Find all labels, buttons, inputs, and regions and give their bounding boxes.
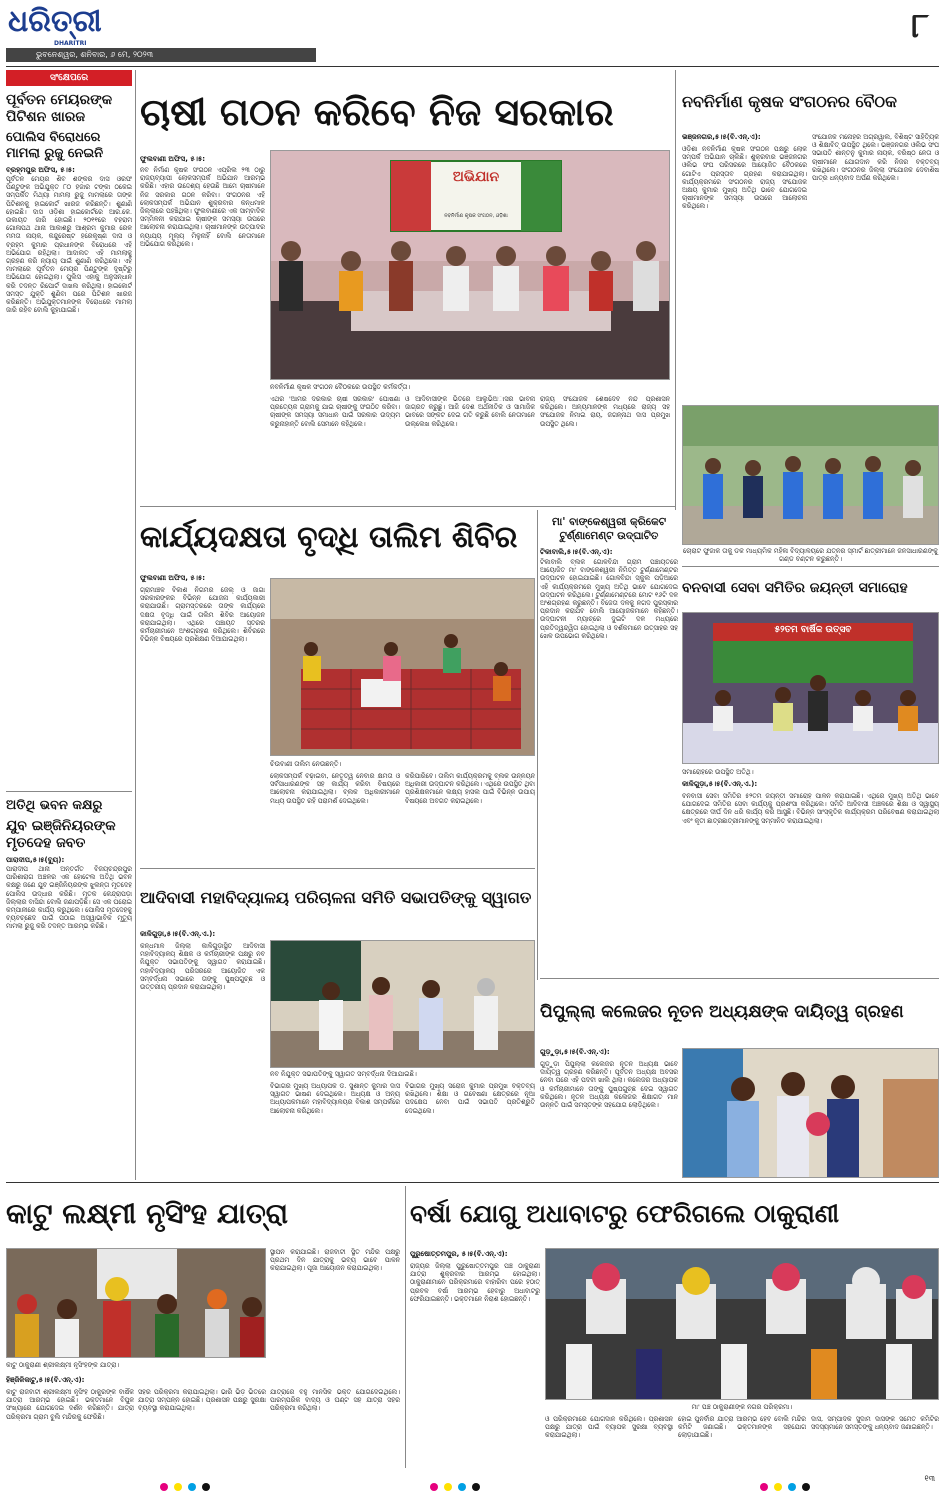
training-dateline: ଫୁଲବାଣୀ ଅଫିସ, ୫।୫: (140, 574, 206, 582)
vanavasi-photo (682, 612, 939, 764)
adivasi-dateline: କାଳିଗୁଡ଼ା,୫।୫(ବି.ଏନ୍.ଏ.): (140, 930, 216, 938)
bottom-left-photo-caption: କାଟୁ ଠାକୁରାଣୀ ଶ୍ରୀଲକ୍ଷ୍ମୀ ନୃସିଂହଙ୍କ ଯାତ୍ରା। (6, 1361, 120, 1369)
training-body2: ଲୋକସମ୍ପର୍କ ବଢ଼ାଇବା, ନେତୃତ୍ୱ ନେବାର କ୍ଷମତା ଓ ସର୍ବସାଧାରଣଙ୍କ ସହ କାର୍ଯ୍ୟ କରିବା ବିଷୟରେ ଆଲୋଚନା କରାଯାଇଥିଲା। ବ୍ଲକ ଅଧିକାରୀମାନେ ମଧ୍ୟ ଉପସ୍ଥିତ ରହି ପରାମର୍ଶ ଦେଇଥିଲେ। (270, 772, 400, 805)
footer (0, 1472, 945, 1490)
vanavasi-headline: ବନବାସୀ ସେବା ସମିତିର ଜୟନ୍ତୀ ସମାରୋହ (682, 580, 908, 596)
vanavasi-photo-caption: ସମାରୋହରେ ଉପସ୍ଥିତ ଅତିଥି। (682, 768, 754, 776)
vanavasi-dateline: କାଳିଗୁଡ଼ା,୫।୫(ବି.ଏନ୍.ଏ.): (682, 780, 758, 788)
story2-headline: ଅତିଥି ଭବନ କକ୍ଷରୁ (6, 798, 103, 813)
training-headline: କାର୍ଯ୍ୟଦକ୍ଷତା ବୃଦ୍ଧି ତାଲିମ ଶିବିର (140, 520, 518, 555)
bottom-right-body4: ଦାସ, ସମ୍ପାଦକ ସୁଦାମ ଦାସଙ୍କ ସମେତ କମିଟିର ସଦସ୍ୟମାନେ ସମସ୍ତଙ୍କୁ ଧନ୍ୟବାଦ ଜଣାଇଛନ୍ତି। (811, 1415, 939, 1432)
vanavasi-body: ବନବାସୀ ସେବା ସମିତିର ୫୨ତମ ଜୟନ୍ତୀ ସମାରୋହ ପାଳନ କରାଯାଇଛି। ଏଥିରେ ମୁଖ୍ୟ ଅତିଥି ଭାବେ ଯୋଗଦେଇ ସମିତିର ସେବା କାର୍ଯ୍ୟକୁ ପ୍ରଶଂସା କରିଥିଲେ। ସମିତି ଆଦିବାସୀ ଅଞ୍ଚଳରେ ଶିକ୍ଷା ଓ ସ୍ୱାସ୍ଥ୍ୟ କ୍ଷେତ୍ରରେ ଦୀର୍ଘ ଦିନ ଧରି କାର୍ଯ୍ୟ କରି ଆସୁଛି। ବିଭିନ୍ନ ସାଂସ୍କୃତିକ କାର୍ଯ୍ୟକ୍ରମ ପରିବେଷଣ କରାଯାଇଥିଲା ଏବଂ କୃତୀ ଛାତ୍ରଛାତ୍ରୀମାନଙ୍କୁ ସମ୍ମାନିତ କରାଯାଇଥିଲା। (682, 792, 939, 825)
adivasi-photo (270, 940, 535, 1068)
lead-body3: ଓ ଆଦିବାସୀଙ୍କ ଭିତରେ ଆଲୁଭିଅାସର ଭାବନା ଜାଗ୍ରତ କରୁଛୁ। ଆଜି ଦେଶ ଅର୍ଥନୀତିକ ଓ ସାମାଜିକ ଭାବରେ ସଙ୍କଟ ଦେଇ ଗତି କରୁଛି ବୋଲି ନେତାମାନେ ଉଲ୍ଲେଖ କରିଥିଲେ। (405, 395, 535, 428)
pipulla-dateline: ଗୁଡ଼ୁଡ଼ା,୫।୫(ବି.ଏନ୍.ଏ): (540, 1048, 610, 1056)
training-photo (270, 578, 535, 756)
training-body3: କରିପାରିବେ। ତାଲିମ କାର୍ଯ୍ୟକ୍ରମକୁ ବ୍ଲକ ଉନ୍ନୟନ ଅଧିକାରୀ ଉଦ୍‌ଘାଟନ କରିଥିଲେ। ଏଥିରେ ଉପସ୍ଥିତ ଥିବା ପ୍ରଶିକ୍ଷକମାନେ ଲକ୍ଷ୍ୟ ହାସଲ ପାଇଁ ବିଭିନ୍ନ ଉପାୟ ବିଷୟରେ ଅବଗତ କରାଇଥିଲେ। (405, 772, 535, 805)
adivasi-body: କନ୍ଧମାଳ ଜିଲ୍ଲା କାଳିଗୁଡ଼ାସ୍ଥିତ ଆଦିବାସୀ ମହାବିଦ୍ୟାଳୟ ଶିକ୍ଷକ ଓ କର୍ମଚାରୀଙ୍କ ପକ୍ଷରୁ ନବ ନିଯୁକ୍ତ ସଭାପତିଙ୍କୁ ସ୍ୱାଗତ କରାଯାଇଛି। ମହାବିଦ୍ୟାଳୟ ପରିସରରେ ଆୟୋଜିତ ଏକ ସମ୍ବର୍ଦ୍ଧନା ସଭାରେ ତାଙ୍କୁ ପୁଷ୍ପଗୁଚ୍ଛ ଓ ଉତ୍ତରୀୟ ପ୍ରଦାନ କରାଯାଇଥିଲା। (140, 942, 265, 992)
pipulla-photo (682, 1048, 939, 1178)
lead-photo-banner-sub: ନବନିର୍ମାଣ କୃଷକ ସଂଗଠନ, ଓଡ଼ିଶା (444, 213, 508, 219)
adivasi-headline: ଆଦିବାସୀ ମହାବିଦ୍ୟାଳୟ ପରିଚାଳନା ସମିତି ସଭାପତିଙ୍କୁ ସ୍ୱାଗତ (140, 888, 532, 907)
thakurani-photo-image (546, 1249, 939, 1400)
bottom-right-body2: ଓ ପରିକ୍ରମାରେ ଯୋଗଦାନ କରିଥିଲେ। ପ୍ରଶାସନ ପକ୍ଷରୁ ଯାତ୍ରା ପାଇଁ ବ୍ୟାପକ ସୁରକ୍ଷା ବ୍ୟବସ୍ଥା କରାଯାଇଥିଲା। (545, 1415, 673, 1440)
edition-line: ଭୁବନେଶ୍ୱର, ଶନିବାର, ୬ ମେ, ୨୦୨୩ (6, 48, 316, 62)
bottom-right-body3: ହୋଇ ପୁନର୍ବାର ଯାତ୍ରା ଆରମ୍ଭ ହେବ ବୋଲି ମନ୍ଦିର କମିଟି ଜଣାଇଛି। ଭକ୍ତମାନଙ୍କ ସହଯୋଗ ଲୋଡ଼ାଯାଇଛି। (678, 1415, 806, 1440)
bottom-right-photo-caption: ମା' ପଞ୍ଚ ଠାକୁରାଣୀଙ୍କ ନଗର ପରିକ୍ରମା। (691, 1403, 793, 1411)
training-body: ଗ୍ରାମାଞ୍ଚଳ ବିକାଶ ନିଗମର ଜେଲ୍ ଓ ଜାଗା ସରକାରଙ୍କର ବିଭିନ୍ନ ଯୋଜନା କାର୍ଯ୍ୟକାରୀ କରାଯାଉଛି। ଗ୍ରାମସ୍ତରରେ ତାଙ୍କ କାର୍ଯ୍ୟରେ ଦକ୍ଷତା ବୃଦ୍ଧି ପାଇଁ ତାଲିମ ଶିବିର ଆୟୋଜନ କରାଯାଇଥିଲା। ଏଥିରେ ପଞ୍ଚାୟତ ସ୍ତରର କର୍ମଚାରୀମାନେ ଅଂଶଗ୍ରହଣ କରିଥିଲେ। ଶିବିରରେ ବିଭିନ୍ନ ବିଷୟରେ ପ୍ରଶିକ୍ଷଣ ଦିଆଯାଇଥିଲା। (140, 586, 265, 644)
training-photo-image (271, 579, 535, 756)
bottom-left-body3: ସ୍ଥାପନ କରାଯାଇଛି। ରାଜବାଟୀ ସ୍ଥିତ ମନ୍ଦିର ପକ୍ଷରୁ ପ୍ରଥମ ଦିନ ଯାତ୍ରାକୁ ଭବ୍ୟ ଭାବେ ପାଳନ କରାଯାଇଥିଲା। ପୂଜା ଆୟୋଜନ କରାଯାଇଥିଲା। (270, 1248, 400, 1273)
students-photo-image (683, 406, 939, 545)
lead-body2: ଏଥର 'ଆମର ଦରକାର ଚାଷୀ ସରକାର' ଘୋଷଣା ପ୍ରତ୍ୟେକ ଗ୍ରାମକୁ ଯାଇ ଚାଷୀଙ୍କୁ ସଂଗଠିତ କରିବା। ଚାଷୀଙ୍କ ସମସ୍ୟା ସମାଧାନ ପାଇଁ ସରକାର ଉଦ୍ୟମ କରୁନାହାନ୍ତି ବୋଲି ସେମାନେ କହିଥିଲେ। (270, 395, 400, 428)
lead-photo-banner: ଅଭିଯାନ (452, 169, 500, 185)
story2-subhead: ଯୁବ ଇଞ୍ଜିନିୟରଙ୍କ ମୃତଦେହ ଜବତ (6, 818, 116, 851)
training-photo-caption: ଚିଉବାଣୀ ତାଲିମ ନେଉଛନ୍ତି। (270, 760, 342, 768)
bottom-left-body: କାଟୁ ରାଜବାଟୀ ଶ୍ରୀଲକ୍ଷ୍ମୀ ନୃସିଂହ ଠାକୁରଙ୍କ ବାର୍ଷିକ ଯାତ୍ରା ଆରମ୍ଭ ହୋଇଛି। ଭକ୍ତମାନେ ବିପୁଳ ସଂଖ୍ୟାରେ ଯୋଗଦେଇ ଦର୍ଶନ କରିଛନ୍ତି। ଯାତ୍ରା ପରିକ୍ରମା ଗ୍ରାମ ବୁଲି ମନ୍ଦିରକୁ ଫେରିଛି। (6, 1388, 134, 1421)
right-top-dateline: ଭଞ୍ଜନଗର,୫।୫(ବି.ଏନ୍.ଏ): (682, 133, 761, 141)
adivasi-photo-caption: ନବ ନିଯୁକ୍ତ ସଭାପତିଙ୍କୁ ସ୍ୱାଗତ ସମ୍ବର୍ଦ୍ଧନା ଦିଆଯାଇଛି। (270, 1070, 417, 1078)
lead-body4: ରାଜ୍ୟ ସଂଯୋଜକ ଶେଷଦେବ ନନ୍ଦ ପ୍ରଶାସନ କରିଥିଲେ। ଅନ୍ୟମାନଙ୍କ ମଧ୍ୟରେ ରାଜ୍ୟ ସହ ସଂଯୋଜକ ନିମାଇ ରାୟ, ଜଗନ୍ନାଥ ଦାସ ପ୍ରମୁଖ ଉପସ୍ଥିତ ଥିଲେ। (540, 395, 670, 428)
lead-body: ନବ ନିର୍ମାଣ କୃଷକ ସଂଗଠନ ଏପ୍ରିଲ ୨୩ ଠାରୁ ରାଜ୍ୟବ୍ୟାପୀ ଲୋକସମ୍ପର୍କ ଅଭିଯାନ ଆରମ୍ଭ କରିଛି। ଏହାର ଉଦ୍ଦେଶ୍ୟ ହେଉଛି ଆମେ ଚାଷୀମାନେ ନିଜ ସରକାର ଗଠନ କରିବା। ସଂଗଠନର ଏହି ଲୋକସମ୍ପର୍କ ଅଭିଯାନ ଶୁକ୍ରବାର କନ୍ଧମାଳ ଜିଲ୍ଲାରେ ପହଞ୍ଚିଥିଲା। ଫୁଲବାଣୀରେ ଏକ ସାମ୍ବାଦିକ ସମ୍ମିଳନୀ କରାଯାଇ ଚାଷୀଙ୍କ ସମସ୍ୟା ଉପରେ ଆଲୋଚନା କରାଯାଇଥିଲା। ଚାଷୀମାନଙ୍କ ଉତ୍ପାଦର ନ୍ୟାଯ୍ୟ ମୂଲ୍ୟ ମିଳୁନାହିଁ ବୋଲି ନେତାମାନେ ଅଭିଯୋଗ କରିଥିଲେ। (140, 166, 265, 248)
right-top-body: ଓଡ଼ିଶା ନବନିର୍ମାଣ କୃଷକ ସଂଗଠନ ପକ୍ଷରୁ ଲୋକ ସମ୍ପର୍କ ଅଭିଯାନ ଚାଲିଛି। ଶୁକ୍ରବାର ଭଞ୍ଜନଗର ଓଲିଭ ସଂଘ ପରିସରରେ ଆୟୋଜିତ ବୈଠକରେ ଗୋଟିଏ ପ୍ରସ୍ତାବ ଗ୍ରହଣ କରାଯାଇଥିଲା। କାର୍ଯ୍ୟକ୍ରମରେ ସଂଗଠନର ରାଜ୍ୟ ସଂଯୋଜକ ଅକ୍ଷୟ କୁମାର ମୁଖ୍ୟ ଅତିଥି ଭାବେ ଯୋଗଦେଇ ଚାଷୀମାନଙ୍କ ସମସ୍ୟା ଉପରେ ଆଲୋଚନା କରିଥିଲେ। (682, 145, 807, 211)
lead-photo-caption: ନବନିର୍ମାଣ କୃଷକ ସଂଗଠନ ବୈଠକରେ ଉପସ୍ଥିତ କର୍ମକର୍ତ୍ତା। (270, 383, 411, 391)
right-top-photo-caption: ଚୋରାଟ ଫୁଜାକ ତାକୁ ଡକ ମାଧ୍ୟମିକ ମହିଳା ବିଦ୍ୟାଳୟରେ ଯତ୍ନର ସ୍ମାର୍ଟ ଛାତ୍ରୀମାନେ ଜନସାଧାରଣଙ୍କୁ ଗଣ୍ଡ ବଣ୍ଟନ କରୁଛନ୍ତି। (683, 547, 938, 563)
story1-dateline: ବ୍ରହ୍ମପୁର ଅଫିସ, ୫।୫: (6, 166, 75, 174)
bottom-right-dateline: ପୁରୁଷୋତ୍ତମପୁର, ୫।୫(ବି.ଏନ୍.ଏ): (410, 1250, 508, 1258)
lead-dateline: ଫୁଲବାଣୀ ଅଫିସ, ୫।୫: (140, 155, 206, 163)
registration-mark-3 (760, 1476, 820, 1486)
right-top-headline: ନବନିର୍ମାଣ କୃଷକ ସଂଗଠନର ବୈଠକ (682, 92, 897, 111)
story1-subhead: ପୋଲିସ ବିରୋଧରେ ମାମଲା ରୁଜୁ ନେଇନି (6, 130, 104, 161)
footer-page-code: ୧୩ (924, 1474, 935, 1483)
mid-right-body: ଟିକାବାଲି ବ୍ଲକ ଗୋଳବିନ୍ଦା ଗ୍ରାମ ପଞ୍ଚାୟତରେ ଆୟୋଜିତ ମା' ବାଙ୍କେଶ୍ୱରୀ ନିମିତ୍ତ ଟୁର୍ଣ୍ଣାମେଣ୍ଟର ଉଦ୍‌ଘାଟନ ହୋଇଯାଇଛି। ଗୋଳବିନ୍ଦା ସ୍କୁଲ ପଡ଼ିଆରେ ଏହି କାର୍ଯ୍ୟକ୍ରମରେ ମୁଖ୍ୟ ଅତିଥି ଭାବେ ଯୋଗଦେଇ ଉଦ୍‌ଘାଟନ କରିଥିଲେ। ଟୁର୍ଣ୍ଣାମେଣ୍ଟରେ ମୋଟ ୧୬ଟି ଦଳ ଅଂଶଗ୍ରହଣ କରୁଛନ୍ତି। ବିଜେତା ଦଳକୁ ନଗଦ ପୁରସ୍କାର ପ୍ରଦାନ କରାଯିବ ବୋଲି ଆୟୋଜକମାନେ କହିଛନ୍ତି। ଉଦ୍‌ଘାଟନୀ ମ୍ୟାଚ୍‌ରେ ଦୁଇଟି ଦଳ ମଧ୍ୟରେ ପ୍ରତିଦ୍ୱନ୍ଦ୍ୱିତା ହୋଇଥିଲା ଓ ଦର୍ଶକମାନେ ଉତ୍ସାହର ସହ ଖେଳ ଉପଭୋଗ କରିଥିଲେ। (540, 558, 678, 640)
bottom-left-headline: କାଟୁ ଲକ୍ଷ୍ମୀ ନୃସିଂହ ଯାତ୍ରା (6, 1197, 289, 1230)
pipulla-headline: ପିପୁଲ୍ଲା କଲେଜର ନୂତନ ଅଧ୍ୟକ୍ଷଙ୍କ ଦାୟିତ୍ୱ ଗ୍ରହଣ (540, 1002, 904, 1022)
adivasi-body2: ବିଭାଗର ମୁଖ୍ୟ ଅଧ୍ୟାପକ ଡ. ସୁଶାନ୍ତ କୁମାର ଦାସ ସ୍ୱାଗତ ଭାଷଣ ଦେଇଥିଲେ। ଅଧ୍ୟକ୍ଷ ଓ ଅନ୍ୟ ଅଧ୍ୟାପକମାନେ ମହାବିଦ୍ୟାଳୟର ବିକାଶ ସମ୍ପର୍କରେ ଆଲୋଚନା କରିଥିଲେ। (270, 1082, 400, 1115)
yatra-photo-image (7, 1249, 266, 1358)
mid-right-dateline: ଟିକାବାଲି,୫।୫(ବି.ଏନ୍.ଏ): (540, 548, 613, 556)
pipulla-body: ଗୁଡ଼ୁଡ଼ା ପିପୁଲ୍ଲା କଲେଜର ନୂତନ ଅଧ୍ୟକ୍ଷ ଭାବେ ଦାୟିତ୍ୱ ଗ୍ରହଣ କରିଛନ୍ତି। ପୂର୍ବତନ ଅଧ୍ୟକ୍ଷ ଅବସର ନେବା ପରେ ଏହି ପଦବୀ ଖାଲି ଥିଲା। କଲେଜର ଅଧ୍ୟାପକ ଓ କର୍ମଚାରୀମାନେ ତାଙ୍କୁ ପୁଷ୍ପଗୁଚ୍ଛ ଦେଇ ସ୍ୱାଗତ କରିଥିଲେ। ନୂତନ ଅଧ୍ୟକ୍ଷ କଲେଜର ଶିକ୍ଷାଗତ ମାନ ଉନ୍ନତି ପାଇଁ ସମସ୍ତଙ୍କ ସହଯୋଗ ଲୋଡ଼ିଥିଲେ। (540, 1060, 678, 1110)
principal-photo-image (683, 1049, 939, 1178)
bottom-right-photo (545, 1248, 939, 1400)
right-top-photo (682, 405, 939, 545)
story1-headline: ପୂର୍ବତନ ମେୟରଙ୍କ ପିଟିଶନ ଖାରଜ (6, 92, 113, 125)
lead-headline: ଚାଷୀ ଗଠନ କରିବେ ନିଜ ସରକାର (140, 90, 614, 134)
bottom-left-body4: ଯାତ୍ରାରେ ବହୁ ମାନସିକ ଭକ୍ତ ଯୋଗଦେଇଥିଲେ। ପାରମ୍ପରିକ ବାଦ୍ୟ ଓ ଘଣ୍ଟ ସହ ଯାତ୍ରା ସହର ପରିକ୍ରମା କରିଥିଲା। (270, 1388, 400, 1413)
story2-dateline: ପାରାଦୀପ,୫।୫(ବ୍ୟୁ): (6, 856, 65, 864)
meeting-photo-image (271, 151, 670, 380)
registration-mark-1 (160, 1476, 220, 1486)
story2-body: ପାରାଦୀପ ଥାନା ଅନ୍ତର୍ଗତ ବିଜୟଚନ୍ଦ୍ରପୁର ପାରିଶାରାଗ ଅଞ୍ଚଳର ଏକ ହୋଟେଲ ଅତିଥି ଭବନ କକ୍ଷରୁ ଜଣେ ଯୁବ ଇଞ୍ଜିନିୟରଙ୍କ ଝୁଲନ୍ତା ମୃତଦେହ ପୋଲିସ ଉଦ୍ଧାର କରିଛି। ମୃତକ କେନ୍ଦ୍ରାପଡ଼ା ଜିଲ୍ଲାର ବାସିନ୍ଦା ବୋଲି ଜଣାପଡ଼ିଛି। ସେ ଏକ ଘରୋଇ କମ୍ପାନୀରେ କାର୍ଯ୍ୟ କରୁଥିଲେ। ପୋଲିସ ମୃତଦେହକୁ ବ୍ୟବଚ୍ଛେଦ ପାଇଁ ପଠାଇ ଅସ୍ୱାଭାବିକ ମୃତ୍ୟୁ ମାମଲା ରୁଜୁ କରି ତଦନ୍ତ ଆରମ୍ଭ କରିଛି। (6, 865, 132, 931)
mid-right-headline: ମା' ବାଙ୍କେଶ୍ୱରୀ କ୍ରିକେଟ ଟୁର୍ଣ୍ଣାମେଣ୍ଟ ଉଦ୍‌ଘାଟିତ (551, 516, 667, 542)
bottom-left-body2: ସହର ପରିକ୍ରମା କରାଯାଇଥିଲା। ଭାରି ଭିଡ଼ ଭିତରେ ଯାତ୍ରା ସମ୍ପନ୍ନ ହୋଇଛି। ପ୍ରଶାସନ ପକ୍ଷରୁ ସୁରକ୍ଷା ବ୍ୟବସ୍ଥା କରାଯାଇଥିଲା। (138, 1388, 266, 1413)
bottom-right-headline: ବର୍ଷା ଯୋଗୁ ଅଧାବାଟରୁ ଫେରିଗଲେ ଠାକୁରାଣୀ (410, 1199, 840, 1228)
lead-photo (270, 150, 670, 380)
masthead (6, 4, 939, 66)
logo: ଧରିତ୍ରୀ (8, 4, 102, 39)
page-number: ୮ (911, 6, 929, 46)
ceremony-photo-image (683, 613, 939, 764)
right-top-body2: ସଂଯୋଜକ ମନୋହର ଅଗ୍ରୱାଲ, ବିଶିଷ୍ଟ ସାହିତ୍ୟିକ ଓ ଶିକ୍ଷାବିତ୍ ଉପସ୍ଥିତ ଥିଲେ। ଭଞ୍ଜନଗର ଓଲିଭ ସଂଘ ସଭାପତି ଶାନ୍ତନୁ କୁମାର ନାୟକ, ବରିଷ୍ଠ ନେତା ଓ ଚାଷୀମାନେ ଯୋଗଦାନ କରି ନିଜର ବକ୍ତବ୍ୟ ରଖିଥିଲେ। ସଂଗଠନର ଜିଲ୍ଲା ସଂଯୋଜକ ଦେବାଶିଷ ପାତ୍ର ଧନ୍ୟବାଦ ଅର୍ପଣ କରିଥିଲେ। (812, 133, 939, 183)
logo-sub: DHARITRI (54, 40, 87, 47)
bottom-left-photo (6, 1248, 266, 1358)
story1-body: ପୂର୍ବତନ ମେୟର ଶିବ ଶଙ୍କର ଦାସ ଓରଫ ପିଣ୍ଟୁଙ୍କ ଅଭିଯୁକ୍ତ ୮୦ ହଜାର ଟଙ୍କା ଠକେଇ ସମ୍ପର୍କିତ ମିଥ୍ୟା ମାମଲା ରୁଜୁ ମାମଲାରେ ତାଙ୍କ ପିଟିଶନକୁ ହାଇକୋର୍ଟ ଖାରଜ କରିଛନ୍ତି। ଶୁଣାଣି ହୋଇଛି। ଦାସ ଓଡ଼ିଶା ହାଇକୋର୍ଟରେ ଆର.କେ. ଉକାୟତ ଜାରି ହୋଇଛି। ୨୦୧୧ରେ ବହରାମ ଗୋଳାପଥ ଥାନା ଆକାଶରୁ ଆଶ୍ରମ କୁମାର ରେଳ ମମତା ନାୟକ, କନ୍ଦୁରେଷ୍ଟ ହରେକୃଷ୍ଣ ଦାସ ଓ ବ୍ରହ୍ମ କୁମାର ପ୍ରଧାନଙ୍କ ବିରୋଧରେ ଏହି ଅଭିଯୋଗ ରହିଥିଲା। ଆଦାଲତ ଏହି ମାମଲାକୁ ଗ୍ରହଣ କରି ନ୍ୟାୟ ପାଇଁ ଶୁଣାଣି କରିଥିଲେ। ଏହି ମାମଲାରେ ପୂର୍ବତନ ମେୟର ପିଣ୍ଟୁଙ୍କ ଦୃଷ୍ଟିରୁ ଅଭିଯୋଗ ହୋଇଥିଲା। ପୁଲିସ ଏହାକୁ ଅନୁସନ୍ଧାନ କରି ତଦନ୍ତ ରିପୋର୍ଟ ଦାଖଲ କରିଥିଲା। ହାଇକୋର୍ଟ ସମସ୍ତ ଯୁକ୍ତି ଶୁଣିବା ପରେ ପିଟିଶନ ଖାରଜ କରିଛନ୍ତି। ଅଭିଯୁକ୍ତମାନଙ୍କ ବିରୋଧରେ ମାମଲା ଜାରି ରହିବ ବୋଲି କୁହାଯାଇଛି। (6, 175, 132, 315)
adivasi-body3: ବିଭାଗର ମୁଖ୍ୟ ସରୋଜ କୁମାର ପ୍ରମୁଖ ବକ୍ତବ୍ୟ ରଖିଥିଲେ। ଶିକ୍ଷା ଓ ଗବେଷଣା କ୍ଷେତ୍ରରେ ନୂଆ ପଦକ୍ଷେପ ନେବା ପାଇଁ ସଭାପତି ପ୍ରତିଶ୍ରୁତି ଦେଇଥିଲେ। (405, 1082, 535, 1115)
bottom-right-body: ରାଜ୍ୟର ଜିଲ୍ଲା ପୁରୁଷୋତ୍ତମପୁର ପଞ୍ଚ ଠାକୁରାଣୀ ଯାତ୍ରା ଶୁକ୍ରବାର ଆରମ୍ଭ ହୋଇଥିଲା। ଠାକୁରାଣୀମାନେ ପରିକ୍ରମାରେ ବାହାରିବା ପରେ ହଠାତ୍ ପ୍ରବଳ ବର୍ଷା ଆରମ୍ଭ ହେବାରୁ ଅଧାବାଟରୁ ଫେରିଯାଇଛନ୍ତି। ଭକ୍ତମାନେ ନିରାଶ ହୋଇଛନ୍ତି। (410, 1262, 540, 1303)
left-column (6, 70, 132, 1180)
section-tag: ସଂକ୍ଷେପରେ (6, 70, 132, 86)
vanavasi-photo-banner: ୫୨ତମ ବାର୍ଷିକ ଉତ୍ସବ (774, 625, 852, 635)
felicitation-photo-image (271, 941, 535, 1068)
bottom-left-dateline: ହିଞ୍ଜିଳିକାଟୁ,୫।୫(ବି.ଏନ୍.ଏ): (6, 1376, 85, 1384)
registration-mark-2 (430, 1476, 490, 1486)
